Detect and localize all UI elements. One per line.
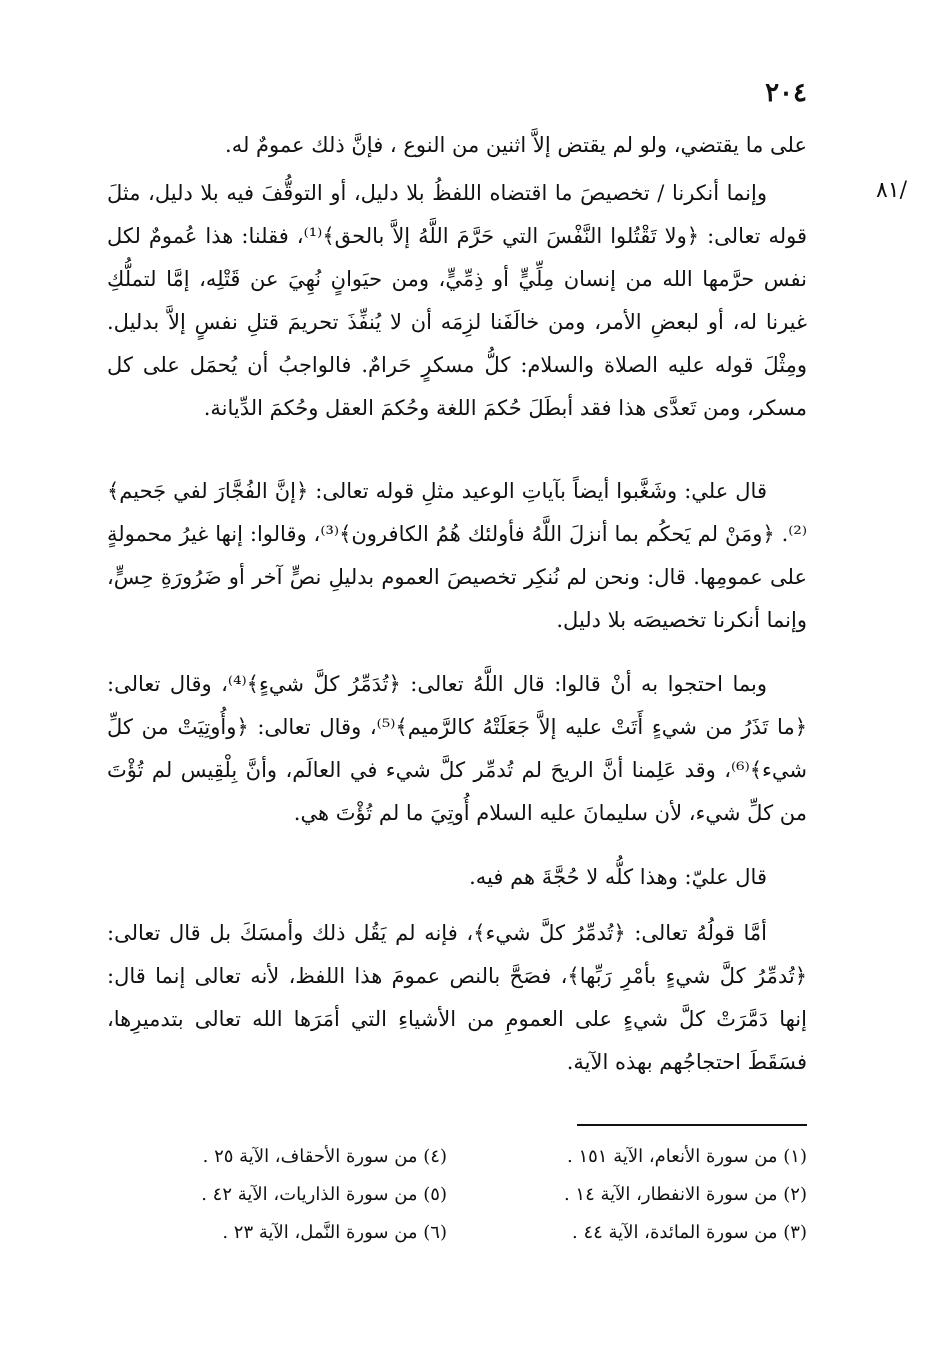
footnote-divider bbox=[577, 1124, 807, 1126]
page-number: ٢٠٤ bbox=[765, 78, 807, 108]
paragraph-3: قال علي: وشَغَّبوا أيضاً بآياتِ الوعيد مثلِ قوله تعالى: ﴿إنَّ الفُجَّارَ لفي جَحيم﴾⁽²⁾. ﴿ومَنْ لم يَحكُم بما أنزلَ اللَّهُ فأولئك هُمُ الكافرون﴾⁽³⁾، وقالوا: إنها غيرُ محمولةٍ على عمومِها. قال: ونحن لم نُنكِر تخصيصَ العموم بدليلِ نصٍّ آخر أو ضَرُورَةِ حِسٍّ، وإنما أنكرنا تخصيصَه بلا دليل. bbox=[107, 479, 807, 632]
paragraph-6: أمَّا قولُهُ تعالى: ﴿تُدمِّرُ كلَّ شيء﴾، فإنه لم يَقُل ذلك وأمسَكَ بل قال تعالى: ﴿تُدمِّرُ كلَّ شيءٍ بأمْرِ رَبِّها﴾، فصَحَّ بالنص عمومَ هذا اللفظ، لأنه تعالى إنما قال: إنها دَمَّرَتْ كلَّ شيءٍ على العمومِ من الأشياءِ التي أمَرَها الله تعالى بتدميرِها، فسَقَطَ احتجاجُهم بهذه الآية. bbox=[107, 921, 807, 1074]
footnotes-column-left bbox=[107, 1138, 447, 1252]
footnotes-column-right bbox=[467, 1138, 807, 1252]
paragraph-5: قال عليّ: وهذا كلُّه لا حُجَّةَ هم فيه. bbox=[469, 865, 767, 889]
margin-page-marker: /٨١ bbox=[875, 178, 907, 203]
footnote-6: (٦) من سورة النَّمل، الآية ٢٣ . bbox=[222, 1222, 447, 1243]
paragraph-1: على ما يقتضي، ولو لم يقتض إلاَّ اثنين من النوع ، فإنَّ ذلك عمومٌ له. bbox=[225, 133, 807, 157]
footnote-3: (٣) من سورة المائدة، الآية ٤٤ . bbox=[572, 1222, 807, 1243]
footnote-2: (٢) من سورة الانفطار، الآية ١٤ . bbox=[563, 1184, 807, 1205]
footnote-1: (١) من سورة الأنعام، الآية ١٥١ . bbox=[567, 1146, 807, 1167]
paragraph-2: وإنما أنكرنا / تخصيصَ ما اقتضاه اللفظُ بلا دليل، أو التوقُّفَ فيه بلا دليل، مثلَ قوله تعالى: ﴿ولا تَقْتُلوا النَّفْسَ التي حَرَّمَ اللَّهُ إلاَّ بالحق﴾⁽¹⁾، فقلنا: هذا عُمومٌ لكل نفس حرَّمها الله من إنسان مِلِّيٍّ أو ذِمِّيٍّ، ومن حيَوانٍ نُهِيَ عن قَتْلِه، إمَّا لتملُّكِ غيرنا له، أو لبعضِ الأمر، ومن خالَفَنا لزِمَه أن لا يُنفِّذَ تحريمَ قتلِ نفسٍ إلاَّ بدليل. ومِثْلَ قوله عليه الصلاة والسلام: كلُّ مسكرٍ حَرامٌ. فالواجبُ أن يُحمَل على كل مسكر، ومن تَعدَّى هذا فقد أبطَلَ حُكمَ اللغة وحُكمَ العقل وحُكمَ الدِّيانة. bbox=[107, 181, 807, 420]
paragraph-4: وبما احتجوا به أنْ قالوا: قال اللَّهُ تعالى: ﴿تُدَمِّرُ كلَّ شيءٍ﴾⁽⁴⁾، وقال تعالى: ﴿ما تَذَرُ من شيءٍ أَتَتْ عليه إلاَّ جَعَلَتْهُ كالرَّميم﴾⁽⁵⁾، وقال تعالى: ﴿وأُوتِيَتْ من كلِّ شيء﴾⁽⁶⁾، وقد عَلِمنا أنَّ الريحَ لم تُدمِّر كلَّ شيء في العالَم، وأنَّ بِلْقِيس لم تُؤْتَ من كلِّ شيء، لأن سليمانَ عليه السلام أُوتِيَ ما لم تُؤْتَ هي. bbox=[107, 672, 808, 825]
footnote-4: (٤) من سورة الأحقاف، الآية ٢٥ . bbox=[202, 1146, 447, 1167]
footnote-5: (٥) من سورة الذاريات، الآية ٤٢ . bbox=[201, 1184, 447, 1205]
